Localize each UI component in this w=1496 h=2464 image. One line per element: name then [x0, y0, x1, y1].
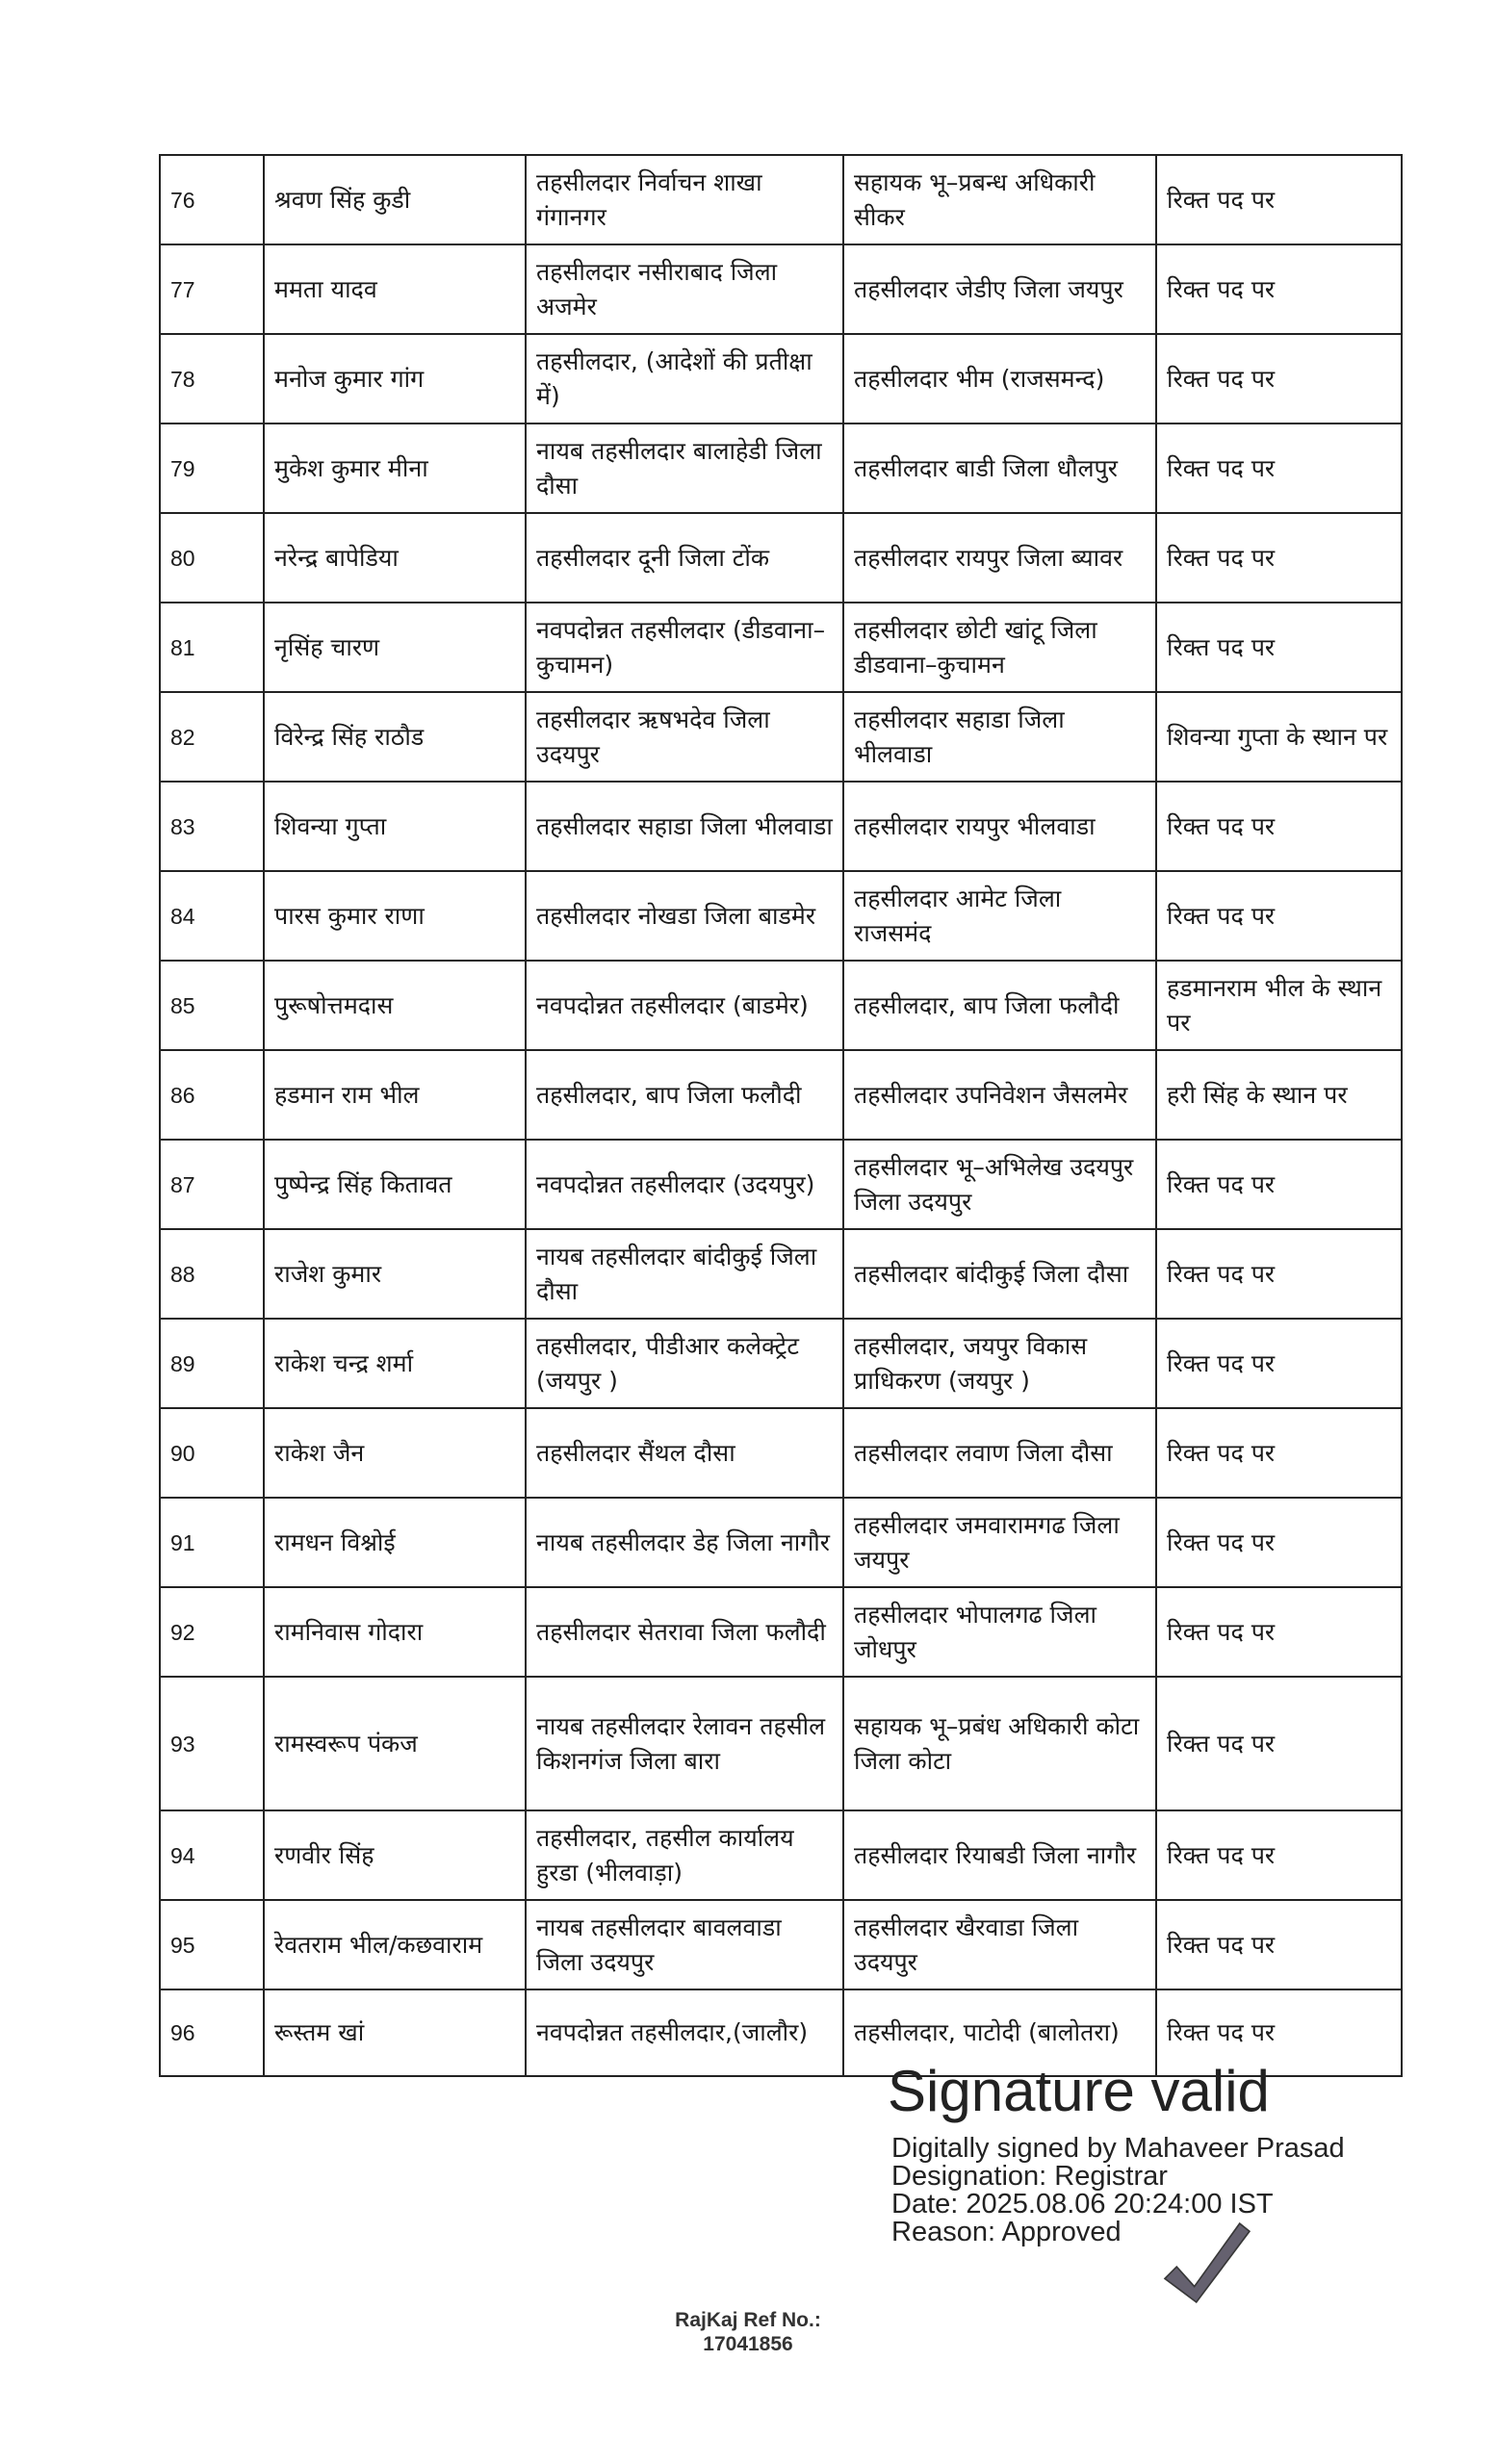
employee-name: श्रवण सिंह कुडी: [264, 155, 526, 244]
current-posting: नायब तहसीलदार डेह जिला नागौर: [526, 1498, 843, 1587]
sign-date: Date: 2025.08.06 20:24:00 IST: [891, 2189, 1274, 2220]
current-posting: नायब तहसीलदार रेलावन तहसील किशनगंज जिला बारा: [526, 1677, 843, 1810]
remark: रिक्त पद पर: [1156, 513, 1402, 603]
new-posting: तहसीलदार, पाटोदी (बालोतरा): [843, 1989, 1156, 2076]
sign-reason: Reason: Approved: [891, 2217, 1122, 2247]
new-posting: तहसीलदार रियाबडी जिला नागौर: [843, 1810, 1156, 1900]
table-row: [160, 244, 1402, 334]
ref-number: 17041856: [703, 2333, 793, 2355]
current-posting: तहसीलदार दूनी जिला टोंक: [526, 513, 843, 603]
new-posting: तहसीलदार बांदीकुई जिला दौसा: [843, 1229, 1156, 1319]
employee-name: पुरूषोत्तमदास: [264, 961, 526, 1050]
remark: रिक्त पद पर: [1156, 782, 1402, 871]
new-posting: तहसीलदार, बाप जिला फलौदी: [843, 961, 1156, 1050]
serial-number: 81: [160, 603, 264, 692]
new-posting: तहसीलदार जेडीए जिला जयपुर: [843, 244, 1156, 334]
table-row: [160, 961, 1402, 1050]
employee-name: पारस कुमार राणा: [264, 871, 526, 961]
signed-by: Digitally signed by Mahaveer Prasad: [891, 2133, 1345, 2164]
new-posting: तहसीलदार रायपुर जिला ब्यावर: [843, 513, 1156, 603]
signature-status: Signature valid: [888, 2059, 1270, 2123]
current-posting: तहसीलदार सेतरावा जिला फलौदी: [526, 1587, 843, 1677]
table-row: [160, 1229, 1402, 1319]
new-posting: तहसीलदार भीम (राजसमन्द): [843, 334, 1156, 424]
current-posting: नायब तहसीलदार बावलवाडा जिला उदयपुर: [526, 1900, 843, 1989]
current-posting: तहसीलदार, तहसील कार्यालय हुरडा (भीलवाड़ा): [526, 1810, 843, 1900]
remark: हडमानराम भील के स्थान पर: [1156, 961, 1402, 1050]
remark: रिक्त पद पर: [1156, 1140, 1402, 1229]
serial-number: 83: [160, 782, 264, 871]
serial-number: 84: [160, 871, 264, 961]
table-row: [160, 1498, 1402, 1587]
employee-name: राजेश कुमार: [264, 1229, 526, 1319]
remark: रिक्त पद पर: [1156, 424, 1402, 513]
remark: रिक्त पद पर: [1156, 244, 1402, 334]
new-posting: सहायक भू–प्रबन्ध अधिकारी सीकर: [843, 155, 1156, 244]
ref-footer: [0, 2308, 1496, 2356]
new-posting: तहसीलदार भू–अभिलेख उदयपुर जिला उदयपुर: [843, 1140, 1156, 1229]
employee-name: नृसिंह चारण: [264, 603, 526, 692]
serial-number: 77: [160, 244, 264, 334]
serial-number: 80: [160, 513, 264, 603]
current-posting: नवपदोन्नत तहसीलदार,(जालौर): [526, 1989, 843, 2076]
serial-number: 76: [160, 155, 264, 244]
new-posting: सहायक भू–प्रबंध अधिकारी कोटा जिला कोटा: [843, 1677, 1156, 1810]
table-row: [160, 1408, 1402, 1498]
serial-number: 96: [160, 1989, 264, 2076]
employee-name: रामधन विश्नोई: [264, 1498, 526, 1587]
signature-details: [891, 2135, 1345, 2246]
remark: रिक्त पद पर: [1156, 1498, 1402, 1587]
table-row: [160, 1319, 1402, 1408]
new-posting: तहसीलदार लवाण जिला दौसा: [843, 1408, 1156, 1498]
current-posting: तहसीलदार, पीडीआर कलेक्ट्रेट (जयपुर ): [526, 1319, 843, 1408]
new-posting: तहसीलदार भोपालगढ जिला जोधपुर: [843, 1587, 1156, 1677]
current-posting: तहसीलदार नसीराबाद जिला अजमेर: [526, 244, 843, 334]
serial-number: 90: [160, 1408, 264, 1498]
serial-number: 78: [160, 334, 264, 424]
remark: रिक्त पद पर: [1156, 155, 1402, 244]
current-posting: तहसीलदार सहाडा जिला भीलवाडा: [526, 782, 843, 871]
table-row: [160, 692, 1402, 782]
employee-name: राकेश चन्द्र शर्मा: [264, 1319, 526, 1408]
serial-number: 87: [160, 1140, 264, 1229]
remark: रिक्त पद पर: [1156, 871, 1402, 961]
serial-number: 82: [160, 692, 264, 782]
new-posting: तहसीलदार रायपुर भीलवाडा: [843, 782, 1156, 871]
serial-number: 86: [160, 1050, 264, 1140]
table-row: [160, 1050, 1402, 1140]
serial-number: 92: [160, 1587, 264, 1677]
table-row: [160, 155, 1402, 244]
table-row: [160, 782, 1402, 871]
table-row: [160, 871, 1402, 961]
remark: रिक्त पद पर: [1156, 603, 1402, 692]
table-row: [160, 1140, 1402, 1229]
remark: रिक्त पद पर: [1156, 1677, 1402, 1810]
table-row: [160, 334, 1402, 424]
table-row: [160, 1900, 1402, 1989]
current-posting: तहसीलदार ऋषभदेव जिला उदयपुर: [526, 692, 843, 782]
current-posting: तहसीलदार, (आदेशों की प्रतीक्षा में): [526, 334, 843, 424]
serial-number: 79: [160, 424, 264, 513]
new-posting: तहसीलदार आमेट जिला राजसमंद: [843, 871, 1156, 961]
remark: रिक्त पद पर: [1156, 1229, 1402, 1319]
new-posting: तहसीलदार बाडी जिला धौलपुर: [843, 424, 1156, 513]
serial-number: 95: [160, 1900, 264, 1989]
employee-name: राकेश जैन: [264, 1408, 526, 1498]
employee-name: पुष्पेन्द्र सिंह कितावत: [264, 1140, 526, 1229]
current-posting: तहसीलदार, बाप जिला फलौदी: [526, 1050, 843, 1140]
employee-name: रणवीर सिंह: [264, 1810, 526, 1900]
employee-name: शिवन्या गुप्ता: [264, 782, 526, 871]
employee-name: रूस्तम खां: [264, 1989, 526, 2076]
current-posting: नायब तहसीलदार बांदीकुई जिला दौसा: [526, 1229, 843, 1319]
table-row: [160, 1587, 1402, 1677]
employee-name: मनोज कुमार गांग: [264, 334, 526, 424]
new-posting: तहसीलदार, जयपुर विकास प्राधिकरण (जयपुर ): [843, 1319, 1156, 1408]
employee-name: मुकेश कुमार मीना: [264, 424, 526, 513]
serial-number: 91: [160, 1498, 264, 1587]
remark: हरी सिंह के स्थान पर: [1156, 1050, 1402, 1140]
employee-name: ममता यादव: [264, 244, 526, 334]
employee-name: नरेन्द्र बापेडिया: [264, 513, 526, 603]
serial-number: 89: [160, 1319, 264, 1408]
remark: रिक्त पद पर: [1156, 1319, 1402, 1408]
current-posting: नवपदोन्नत तहसीलदार (उदयपुर): [526, 1140, 843, 1229]
current-posting: तहसीलदार सैंथल दौसा: [526, 1408, 843, 1498]
table-row: [160, 424, 1402, 513]
new-posting: तहसीलदार सहाडा जिला भीलवाडा: [843, 692, 1156, 782]
serial-number: 88: [160, 1229, 264, 1319]
remark: शिवन्या गुप्ता के स्थान पर: [1156, 692, 1402, 782]
current-posting: तहसीलदार नोखडा जिला बाडमेर: [526, 871, 843, 961]
current-posting: नवपदोन्नत तहसीलदार (डीडवाना–कुचामन): [526, 603, 843, 692]
transfer-table: [159, 154, 1403, 2077]
new-posting: तहसीलदार जमवारामगढ जिला जयपुर: [843, 1498, 1156, 1587]
current-posting: नवपदोन्नत तहसीलदार (बाडमेर): [526, 961, 843, 1050]
designation: Designation: Registrar: [891, 2161, 1168, 2192]
table-row: [160, 1810, 1402, 1900]
table-row: [160, 513, 1402, 603]
new-posting: तहसीलदार छोटी खांटू जिला डीडवाना–कुचामन: [843, 603, 1156, 692]
employee-name: रामनिवास गोदारा: [264, 1587, 526, 1677]
serial-number: 93: [160, 1677, 264, 1810]
current-posting: नायब तहसीलदार बालाहेडी जिला दौसा: [526, 424, 843, 513]
employee-name: रेवतराम भील/कछवाराम: [264, 1900, 526, 1989]
serial-number: 85: [160, 961, 264, 1050]
employee-name: रामस्वरूप पंकज: [264, 1677, 526, 1810]
remark: रिक्त पद पर: [1156, 1900, 1402, 1989]
employee-name: हडमान राम भील: [264, 1050, 526, 1140]
new-posting: तहसीलदार उपनिवेशन जैसलमेर: [843, 1050, 1156, 1140]
table-row: [160, 603, 1402, 692]
remark: रिक्त पद पर: [1156, 334, 1402, 424]
remark: रिक्त पद पर: [1156, 1408, 1402, 1498]
remark: रिक्त पद पर: [1156, 1989, 1402, 2076]
remark: रिक्त पद पर: [1156, 1587, 1402, 1677]
table-row: [160, 1677, 1402, 1810]
ref-label: RajKaj Ref No.:: [675, 2309, 821, 2331]
new-posting: तहसीलदार खैरवाडा जिला उदयपुर: [843, 1900, 1156, 1989]
remark: रिक्त पद पर: [1156, 1810, 1402, 1900]
serial-number: 94: [160, 1810, 264, 1900]
employee-name: विरेन्द्र सिंह राठौड: [264, 692, 526, 782]
current-posting: तहसीलदार निर्वाचन शाखा गंगानगर: [526, 155, 843, 244]
